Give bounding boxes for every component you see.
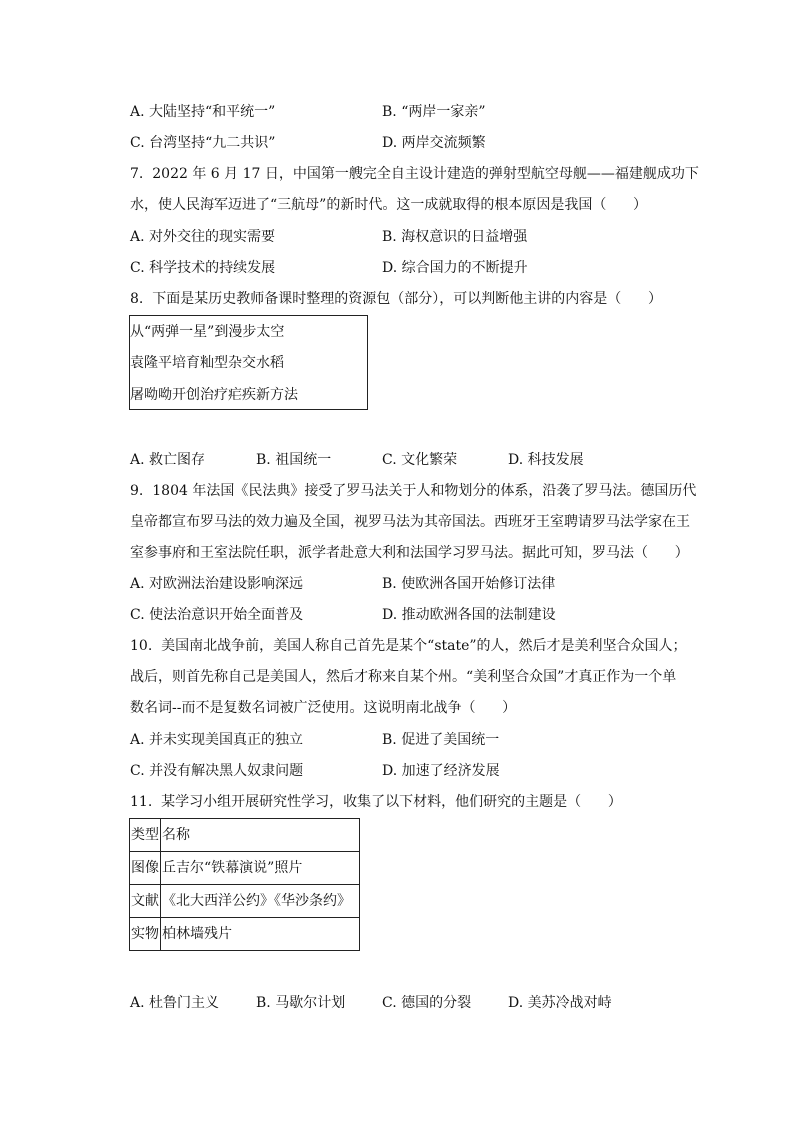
q11-stem: 11. 某学习小组开展研究性学习，收集了以下材料，他们研究的主题是（ ） — [130, 794, 622, 810]
q7-stem-line1: 7. 2022 年 6 月 17 日，中国第一艘完全自主设计建造的弹射型航空母舰——福建舰成功下 — [130, 166, 699, 182]
table-cell: 类型 — [130, 819, 161, 852]
q6-option-d: D. 两岸交流频繁 — [382, 135, 486, 151]
table-cell: 名称 — [161, 819, 360, 852]
q8-stem: 8. 下面是某历史教师备课时整理的资源包（部分），可以判断他主讲的内容是（ ） — [130, 291, 662, 307]
table-row — [130, 885, 360, 918]
q9-option-d: D. 推动欧洲各国的法制建设 — [382, 607, 556, 623]
table-cell: 文献 — [130, 885, 161, 918]
q7-option-a: A. 对外交往的现实需要 — [130, 229, 276, 245]
q11-option-d: D. 美苏冷战对峙 — [508, 995, 612, 1011]
q8-resource-item: 袁隆平培育籼型杂交水稻 — [130, 355, 284, 371]
q6-option-c: C. 台湾坚持“九二共识” — [130, 135, 276, 151]
q8-option-d: D. 科技发展 — [508, 452, 584, 468]
q10-stem-line2: 战后，则首先称自己是美国人，然后才称来自某个州。“美利坚合众国”才真正作为一个单 — [130, 669, 677, 685]
q6-option-b: B. “两岸一家亲” — [382, 104, 486, 120]
table-cell: 《北大西洋公约》《华沙条约》 — [161, 885, 360, 918]
q11-material-table — [129, 818, 360, 951]
q9-stem-line1: 9. 1804 年法国《民法典》接受了罗马法关于人和物划分的体系，沿袭了罗马法。德国历代 — [130, 483, 697, 499]
q7-option-c: C. 科学技术的持续发展 — [130, 260, 276, 276]
q11-option-b: B. 马歇尔计划 — [256, 995, 346, 1011]
q9-option-a: A. 对欧洲法治建设影响深远 — [130, 576, 304, 592]
table-cell: 丘吉尔“铁幕演说”照片 — [161, 852, 360, 885]
q7-option-b: B. 海权意识的日益增强 — [382, 229, 528, 245]
q10-option-a: A. 并未实现美国真正的独立 — [130, 732, 304, 748]
q10-stem-line3: 数名词--而不是复数名词被广泛使用。这说明南北战争（ ） — [130, 700, 517, 716]
q8-resource-box — [129, 315, 368, 410]
q11-option-a: A. 杜鲁门主义 — [130, 995, 220, 1011]
q7-stem-line2: 水，使人民海军迈进了“三航母”的新时代。这一成就取得的根本原因是我国（ ） — [130, 197, 648, 213]
q6-option-a: A. 大陆坚持“和平统一” — [130, 104, 276, 120]
q11-option-c: C. 德国的分裂 — [382, 995, 472, 1011]
table-row — [130, 819, 360, 852]
q7-option-d: D. 综合国力的不断提升 — [382, 260, 528, 276]
table-cell: 柏林墙残片 — [161, 918, 360, 951]
q8-option-a: A. 救亡图存 — [130, 452, 206, 468]
q10-option-b: B. 促进了美国统一 — [382, 732, 500, 748]
q9-option-c: C. 使法治意识开始全面普及 — [130, 607, 304, 623]
q8-resource-item: 屠呦呦开创治疗疟疾新方法 — [130, 387, 298, 403]
q9-stem-line2: 皇帝都宣布罗马法的效力遍及全国，视罗马法为其帝国法。西班牙王室聘请罗马法学家在王 — [130, 514, 690, 530]
q9-option-b: B. 使欧洲各国开始修订法律 — [382, 576, 556, 592]
q8-option-b: B. 祖国统一 — [256, 452, 332, 468]
q8-option-c: C. 文化繁荣 — [382, 452, 458, 468]
q10-stem-line1: 10. 美国南北战争前，美国人称自己首先是某个“state”的人，然后才是美利坚合众国人； — [130, 638, 687, 654]
table-row — [130, 852, 360, 885]
q10-option-c: C. 并没有解决黑人奴隶问题 — [130, 763, 304, 779]
q9-stem-line3: 室参事府和王室法院任职，派学者赴意大利和法国学习罗马法。据此可知，罗马法（ ） — [130, 545, 689, 561]
q8-resource-item: 从“两弹一星”到漫步太空 — [130, 324, 285, 340]
table-row — [130, 918, 360, 951]
table-cell: 实物 — [130, 918, 161, 951]
table-cell: 图像 — [130, 852, 161, 885]
q10-option-d: D. 加速了经济发展 — [382, 763, 500, 779]
